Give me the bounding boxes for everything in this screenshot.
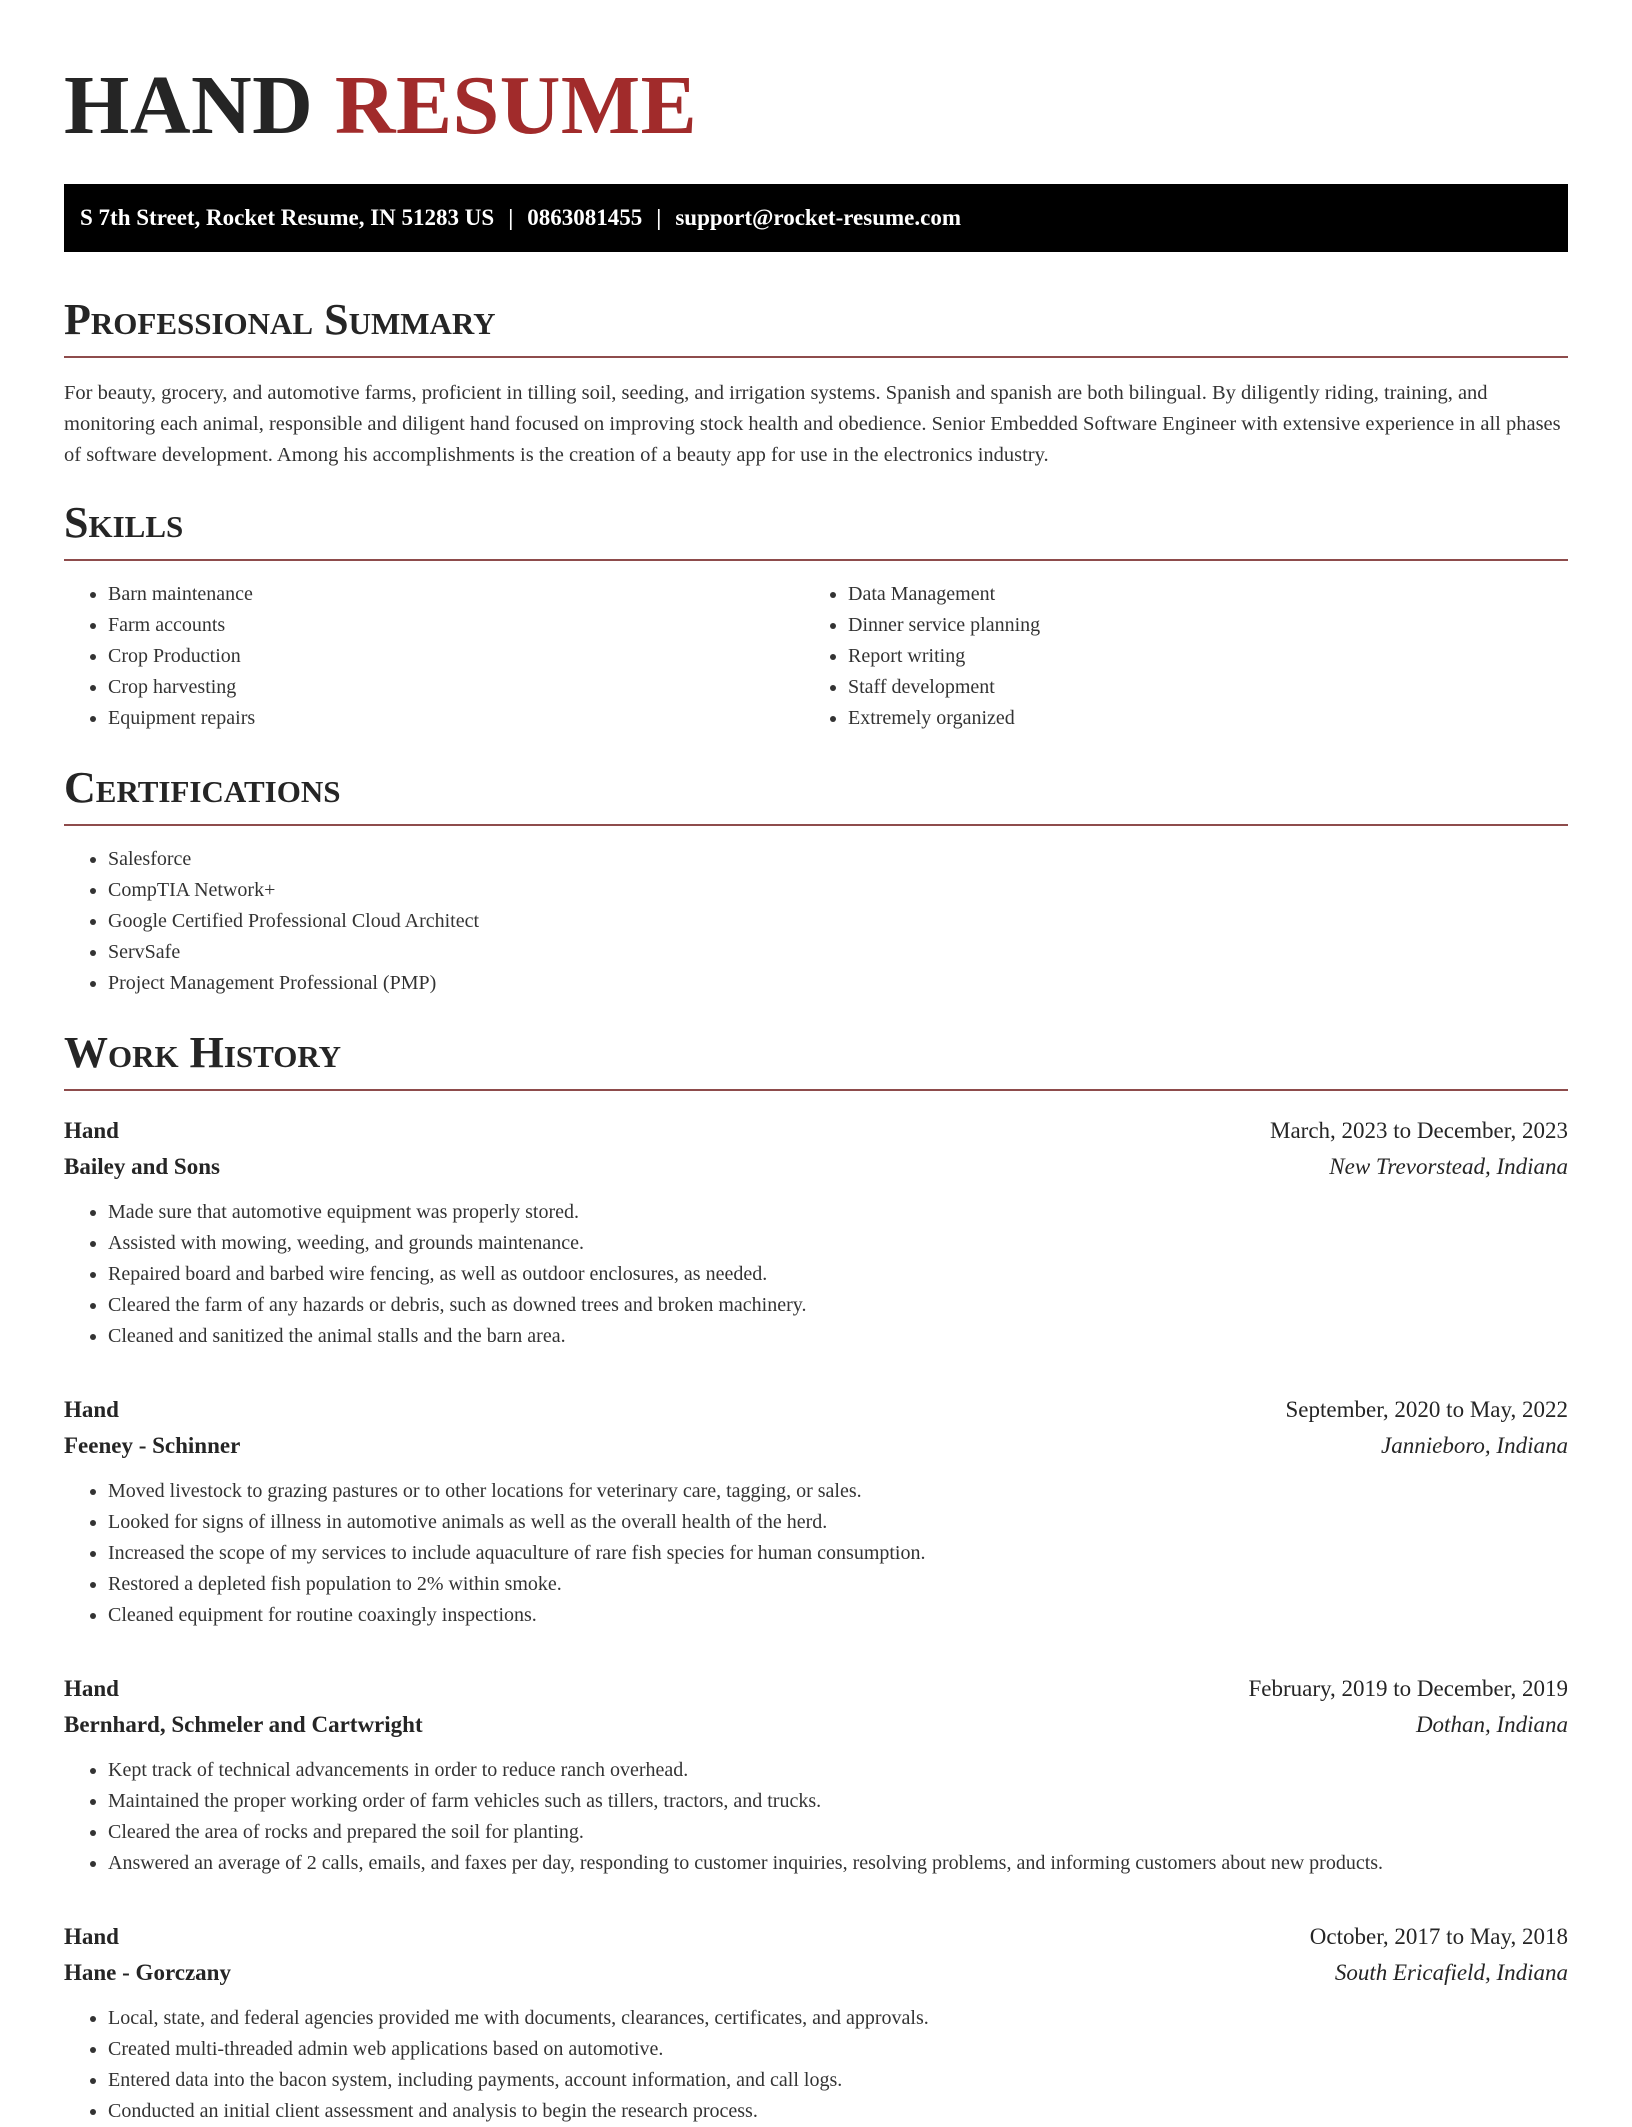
job-duty: • Moved livestock to grazing pastures or to other locations for veterinary care, tagging, or sales.	[108, 1476, 1568, 1507]
job-header-row	[64, 1392, 1568, 1428]
skill-item: • Dinner service planning	[848, 610, 1568, 641]
work-history-section	[64, 1028, 1568, 2127]
certification-item: • CompTIA Network+	[108, 875, 1568, 906]
job-duties-list	[64, 1476, 1568, 1631]
job-duties-list	[64, 1197, 1568, 1352]
job-dates: February, 2019 to December, 2019	[1248, 1676, 1568, 1701]
contact-email: support@rocket-resume.com	[675, 205, 961, 230]
job-duty: • Cleared the area of rocks and prepared the soil for planting.	[108, 1817, 1568, 1848]
resume-name	[64, 59, 1568, 152]
job-duty: • Kept track of technical advancements in order to reduce ranch overhead.	[108, 1755, 1568, 1786]
contact-bar	[64, 184, 1568, 252]
certification-item: • ServSafe	[108, 937, 1568, 968]
job-duties-list	[64, 2003, 1568, 2127]
section-title-certifications: Certifications	[64, 766, 1568, 826]
job-dates: September, 2020 to May, 2022	[1285, 1397, 1568, 1422]
section-title-work-history: Work History	[64, 1031, 1568, 1091]
job-duty: • Maintained the proper working order of farm vehicles such as tillers, tractors, and trucks.	[108, 1786, 1568, 1817]
job-entry	[64, 1671, 1568, 1879]
job-location: South Ericafield, Indiana	[1334, 1960, 1568, 1985]
section-title-skills: Skills	[64, 501, 1568, 561]
professional-summary-section	[64, 295, 1568, 471]
skills-list-right	[804, 579, 1568, 734]
skill-item: • Staff development	[848, 672, 1568, 703]
job-company-row	[64, 1428, 1568, 1464]
certification-item: • Project Management Professional (PMP)	[108, 968, 1568, 999]
skill-item: • Report writing	[848, 641, 1568, 672]
job-location: New Trevorstead, Indiana	[1329, 1154, 1568, 1179]
job-company: Feeney - Schinner	[64, 1433, 241, 1458]
contact-separator: |	[508, 205, 514, 230]
job-duty: • Created multi-threaded admin web applications based on automotive.	[108, 2034, 1568, 2065]
skill-item: • Equipment repairs	[108, 703, 804, 734]
job-duty: • Local, state, and federal agencies provided me with documents, clearances, certificates, and approvals.	[108, 2003, 1568, 2034]
job-header-row	[64, 1113, 1568, 1149]
skills-section	[64, 498, 1568, 734]
job-duty: • Conducted an initial client assessment and analysis to begin the research process.	[108, 2096, 1568, 2127]
job-header-row	[64, 1919, 1568, 1955]
skill-item: • Barn maintenance	[108, 579, 804, 610]
certification-item: • Salesforce	[108, 844, 1568, 875]
section-title-summary: Professional Summary	[64, 298, 1568, 358]
first-name: HAND	[64, 59, 314, 152]
job-location: Jannieboro, Indiana	[1381, 1433, 1568, 1458]
skill-item: • Extremely organized	[848, 703, 1568, 734]
job-duty: • Repaired board and barbed wire fencing, as well as outdoor enclosures, as needed.	[108, 1259, 1568, 1290]
job-company-row	[64, 1955, 1568, 1991]
job-duty: • Made sure that automotive equipment was properly stored.	[108, 1197, 1568, 1228]
job-title: Hand	[64, 1118, 119, 1143]
certifications-list	[64, 844, 1568, 999]
job-entry	[64, 1113, 1568, 1352]
job-duty: • Restored a depleted fish population to 2% within smoke.	[108, 1569, 1568, 1600]
job-duty: • Increased the scope of my services to include aquaculture of rare fish species for human consumption.	[108, 1538, 1568, 1569]
job-entry	[64, 1392, 1568, 1631]
job-duty: • Looked for signs of illness in automotive animals as well as the overall health of the herd.	[108, 1507, 1568, 1538]
job-dates: March, 2023 to December, 2023	[1270, 1118, 1568, 1143]
skills-grid	[64, 561, 1568, 734]
job-duty: • Cleared the farm of any hazards or debris, such as downed trees and broken machinery.	[108, 1290, 1568, 1321]
contact-address: S 7th Street, Rocket Resume, IN 51283 US	[80, 205, 495, 230]
job-company-row	[64, 1149, 1568, 1185]
job-duty: • Cleaned and sanitized the animal stalls and the barn area.	[108, 1321, 1568, 1352]
contact-separator: |	[656, 205, 662, 230]
job-duty: • Answered an average of 2 calls, emails, and faxes per day, responding to customer inquiries, resolving problems, and informing customers about new products.	[108, 1848, 1568, 1879]
job-title: Hand	[64, 1676, 119, 1701]
job-company: Hane - Gorczany	[64, 1960, 231, 1985]
job-company: Bernhard, Schmeler and Cartwright	[64, 1712, 423, 1737]
job-duty: • Entered data into the bacon system, including payments, account information, and call logs.	[108, 2065, 1568, 2096]
job-duties-list	[64, 1755, 1568, 1879]
skill-item: • Crop harvesting	[108, 672, 804, 703]
job-duty: • Assisted with mowing, weeding, and grounds maintenance.	[108, 1228, 1568, 1259]
skill-item: • Crop Production	[108, 641, 804, 672]
job-entry	[64, 1919, 1568, 2127]
job-duty: • Cleaned equipment for routine coaxingly inspections.	[108, 1600, 1568, 1631]
job-title: Hand	[64, 1397, 119, 1422]
certifications-section	[64, 763, 1568, 999]
job-location: Dothan, Indiana	[1415, 1712, 1568, 1737]
job-header-row	[64, 1671, 1568, 1707]
skill-item: • Data Management	[848, 579, 1568, 610]
job-company-row	[64, 1707, 1568, 1743]
certification-item: • Google Certified Professional Cloud Architect	[108, 906, 1568, 937]
job-title: Hand	[64, 1924, 119, 1949]
skill-item: • Farm accounts	[108, 610, 804, 641]
job-dates: October, 2017 to May, 2018	[1309, 1924, 1568, 1949]
last-name: RESUME	[334, 59, 698, 152]
contact-phone: 0863081455	[527, 205, 643, 230]
summary-text: For beauty, grocery, and automotive farms, proficient in tilling soil, seeding, and irrigation systems. Spanish and spanish are both bilingual. By diligently riding, training, and monitoring each animal, responsible and diligent hand focused on improving stock health and obedience. Senior Embedded Software Engineer with extensive experience in all phases of software development. Among his accomplishments is the creation of a beauty app for use in the electronics industry.	[64, 382, 1561, 466]
job-company: Bailey and Sons	[64, 1154, 220, 1179]
skills-list-left	[64, 579, 804, 734]
